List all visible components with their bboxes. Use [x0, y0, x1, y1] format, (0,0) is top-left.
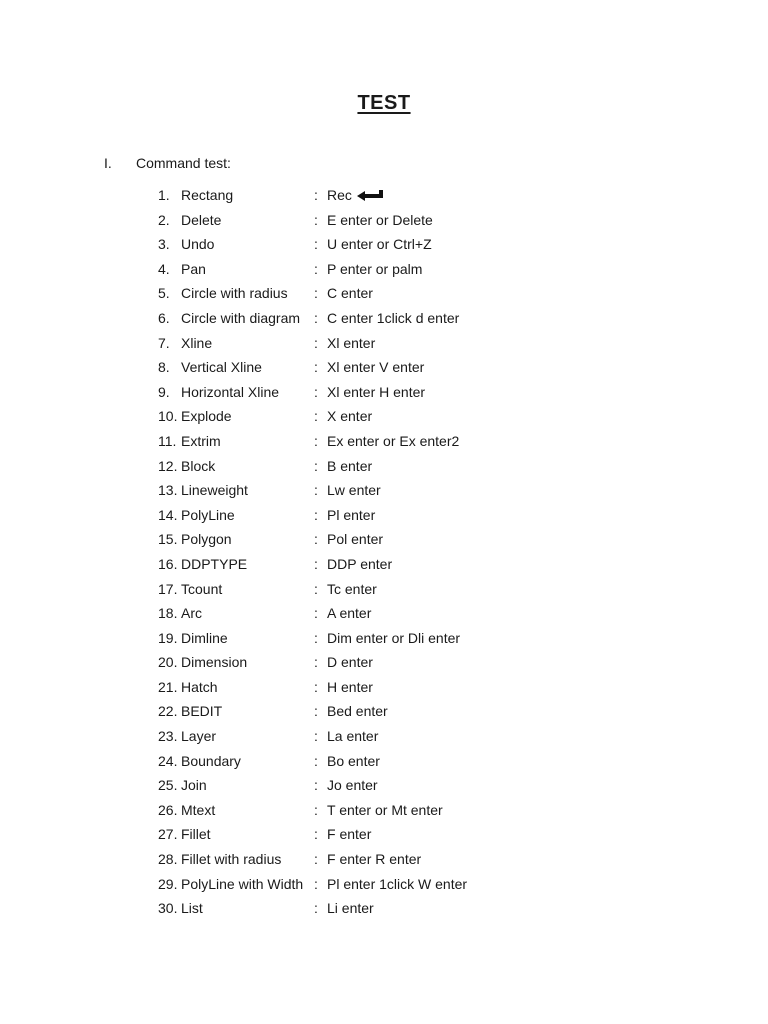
command-name: Circle with diagram [181, 309, 301, 326]
command-name: Xline [181, 334, 213, 351]
command-name: Explode [181, 408, 232, 425]
command-shortcut [327, 506, 375, 524]
command-shortcut [327, 432, 459, 450]
command-shortcut [327, 875, 467, 893]
command-name: Lineweight [181, 482, 248, 499]
separator-colon: : [314, 752, 318, 769]
command-name: Undo [181, 236, 215, 253]
command-shortcut [327, 776, 378, 794]
separator-colon: : [314, 236, 318, 253]
command-shortcut [327, 334, 375, 352]
command-shortcut [327, 702, 388, 720]
item-number: 25. [158, 777, 178, 794]
item-number: 3. [158, 236, 170, 253]
item-number: 12. [158, 457, 178, 474]
command-name: DDPTYPE [181, 555, 248, 572]
item-number: 29. [158, 875, 178, 892]
shortcut-text: Xl enter V enter [327, 359, 425, 376]
separator-colon: : [314, 187, 318, 203]
separator-colon: : [314, 285, 318, 302]
command-name: Tcount [181, 580, 223, 597]
item-number: 1. [158, 187, 170, 203]
command-name: Rectang [181, 187, 234, 203]
list-item [0, 407, 768, 432]
command-name: BEDIT [181, 703, 223, 720]
command-shortcut [327, 260, 422, 278]
item-number: 22. [158, 703, 178, 720]
shortcut-text: Lw enter [327, 482, 381, 499]
command-shortcut [327, 678, 373, 696]
separator-colon: : [314, 482, 318, 499]
list-item [0, 604, 768, 629]
command-shortcut [327, 555, 392, 573]
shortcut-text: Bo enter [327, 752, 380, 769]
item-number: 4. [158, 260, 170, 277]
item-number: 5. [158, 285, 170, 302]
command-name: PolyLine [181, 506, 235, 523]
shortcut-text: U enter or Ctrl+Z [327, 236, 432, 253]
separator-colon: : [314, 728, 318, 745]
item-number: 28. [158, 851, 178, 868]
command-name: Fillet [181, 826, 211, 843]
command-name: Join [181, 777, 207, 794]
command-shortcut [327, 850, 421, 868]
shortcut-text: E enter or Delete [327, 211, 433, 228]
list-item [0, 850, 768, 875]
item-number: 2. [158, 211, 170, 228]
page-title: TEST [357, 92, 411, 114]
command-name: Extrim [181, 432, 221, 449]
command-shortcut [327, 457, 372, 475]
shortcut-text: Li enter [327, 900, 374, 917]
command-name: Hatch [181, 678, 218, 695]
shortcut-text: Bed enter [327, 703, 388, 720]
command-name: Circle with radius [181, 285, 288, 302]
command-shortcut [327, 383, 425, 401]
list-item [0, 629, 768, 654]
shortcut-text: Pol enter [327, 531, 384, 548]
command-name: Vertical Xline [181, 359, 262, 376]
separator-colon: : [314, 506, 318, 523]
command-shortcut [327, 284, 373, 302]
list-item [0, 432, 768, 457]
command-shortcut [327, 899, 374, 917]
command-name: List [181, 900, 203, 917]
shortcut-text: Pl enter [327, 506, 376, 523]
list-item [0, 358, 768, 383]
separator-colon: : [314, 875, 318, 892]
command-name: Block [181, 457, 216, 474]
command-name: Fillet with radius [181, 851, 282, 868]
item-number: 8. [158, 359, 170, 376]
command-name: Polygon [181, 531, 232, 548]
item-number: 17. [158, 580, 178, 597]
shortcut-text: Xl enter H enter [327, 383, 426, 400]
shortcut-text: H enter [327, 678, 373, 695]
item-number: 30. [158, 900, 178, 917]
separator-colon: : [314, 334, 318, 351]
list-item [0, 727, 768, 752]
command-shortcut [327, 604, 371, 622]
item-number: 21. [158, 678, 178, 695]
separator-colon: : [314, 309, 318, 326]
command-name: Arc [181, 605, 202, 622]
shortcut-text: Ex enter or Ex enter2 [327, 432, 460, 449]
command-shortcut [327, 186, 385, 204]
item-number: 6. [158, 309, 170, 326]
shortcut-text: F enter [327, 826, 372, 843]
shortcut-text: Jo enter [327, 777, 378, 794]
separator-colon: : [314, 703, 318, 720]
command-name: Horizontal Xline [181, 383, 280, 400]
list-item [0, 211, 768, 236]
list-item [0, 801, 768, 826]
separator-colon: : [314, 531, 318, 548]
separator-colon: : [314, 432, 318, 449]
shortcut-text: Tc enter [327, 580, 377, 597]
shortcut-text: F enter R enter [327, 851, 422, 868]
separator-colon: : [314, 678, 318, 695]
command-list [0, 186, 768, 924]
list-item [0, 260, 768, 285]
command-shortcut [327, 309, 459, 327]
list-item [0, 457, 768, 482]
command-name: Dimline [181, 629, 228, 646]
list-item [0, 678, 768, 703]
shortcut-text: DDP enter [327, 555, 393, 572]
separator-colon: : [314, 605, 318, 622]
shortcut-text: La enter [327, 728, 379, 745]
command-shortcut [327, 629, 460, 647]
list-item [0, 506, 768, 531]
shortcut-text: Rec [327, 187, 352, 203]
command-shortcut [327, 752, 380, 770]
separator-colon: : [314, 900, 318, 917]
list-item [0, 235, 768, 260]
section-label: Command test: [136, 155, 231, 171]
shortcut-text: C enter [327, 285, 373, 302]
item-number: 13. [158, 482, 178, 499]
list-item [0, 899, 768, 924]
shortcut-text: B enter [327, 457, 373, 474]
shortcut-text: D enter [327, 654, 373, 671]
separator-colon: : [314, 580, 318, 597]
command-name: Boundary [181, 752, 241, 769]
item-number: 26. [158, 801, 178, 818]
list-item [0, 653, 768, 678]
separator-colon: : [314, 383, 318, 400]
separator-colon: : [314, 359, 318, 376]
command-name: Delete [181, 211, 222, 228]
separator-colon: : [314, 654, 318, 671]
command-shortcut [327, 235, 432, 253]
command-name: Layer [181, 728, 217, 745]
command-shortcut [327, 358, 424, 376]
shortcut-text: X enter [327, 408, 373, 425]
shortcut-text: P enter or palm [327, 260, 423, 277]
command-name: Dimension [181, 654, 248, 671]
item-number: 9. [158, 383, 170, 400]
list-item [0, 776, 768, 801]
shortcut-text: T enter or Mt enter [327, 801, 443, 818]
separator-colon: : [314, 555, 318, 572]
item-number: 15. [158, 531, 178, 548]
item-number: 10. [158, 408, 178, 425]
list-item [0, 555, 768, 580]
separator-colon: : [314, 826, 318, 843]
item-number: 20. [158, 654, 178, 671]
command-shortcut [327, 530, 383, 548]
list-item [0, 186, 768, 211]
command-name: Mtext [181, 801, 216, 818]
separator-colon: : [314, 629, 318, 646]
shortcut-text: Pl enter 1click W enter [327, 875, 468, 892]
item-number: 23. [158, 728, 178, 745]
list-item [0, 309, 768, 334]
command-shortcut [327, 211, 433, 229]
separator-colon: : [314, 408, 318, 425]
command-name: PolyLine with Width [181, 875, 304, 892]
command-shortcut [327, 481, 381, 499]
list-item [0, 334, 768, 359]
command-shortcut [327, 580, 377, 598]
item-number: 11. [158, 432, 177, 449]
list-item [0, 383, 768, 408]
list-item [0, 580, 768, 605]
shortcut-text: Xl enter [327, 334, 376, 351]
item-number: 27. [158, 826, 178, 843]
command-shortcut [327, 653, 373, 671]
command-shortcut [327, 407, 372, 425]
item-number: 14. [158, 506, 178, 523]
item-number: 19. [158, 629, 178, 646]
separator-colon: : [314, 211, 318, 228]
section-number: I. [104, 155, 112, 171]
list-item [0, 875, 768, 900]
shortcut-text: C enter 1click d enter [327, 309, 460, 326]
list-item [0, 284, 768, 309]
command-shortcut [327, 727, 378, 745]
list-item [0, 481, 768, 506]
separator-colon: : [314, 801, 318, 818]
separator-colon: : [314, 260, 318, 277]
list-item [0, 752, 768, 777]
enter-key-icon [357, 189, 385, 201]
shortcut-text: Dim enter or Dli enter [327, 629, 461, 646]
shortcut-text: A enter [327, 605, 372, 622]
separator-colon: : [314, 851, 318, 868]
command-name: Pan [181, 260, 206, 277]
item-number: 18. [158, 605, 178, 622]
item-number: 16. [158, 555, 178, 572]
list-item [0, 702, 768, 727]
separator-colon: : [314, 457, 318, 474]
item-number: 7. [158, 334, 170, 351]
separator-colon: : [314, 777, 318, 794]
list-item [0, 825, 768, 850]
item-number: 24. [158, 752, 178, 769]
list-item [0, 530, 768, 555]
command-shortcut [327, 825, 371, 843]
command-shortcut [327, 801, 443, 819]
